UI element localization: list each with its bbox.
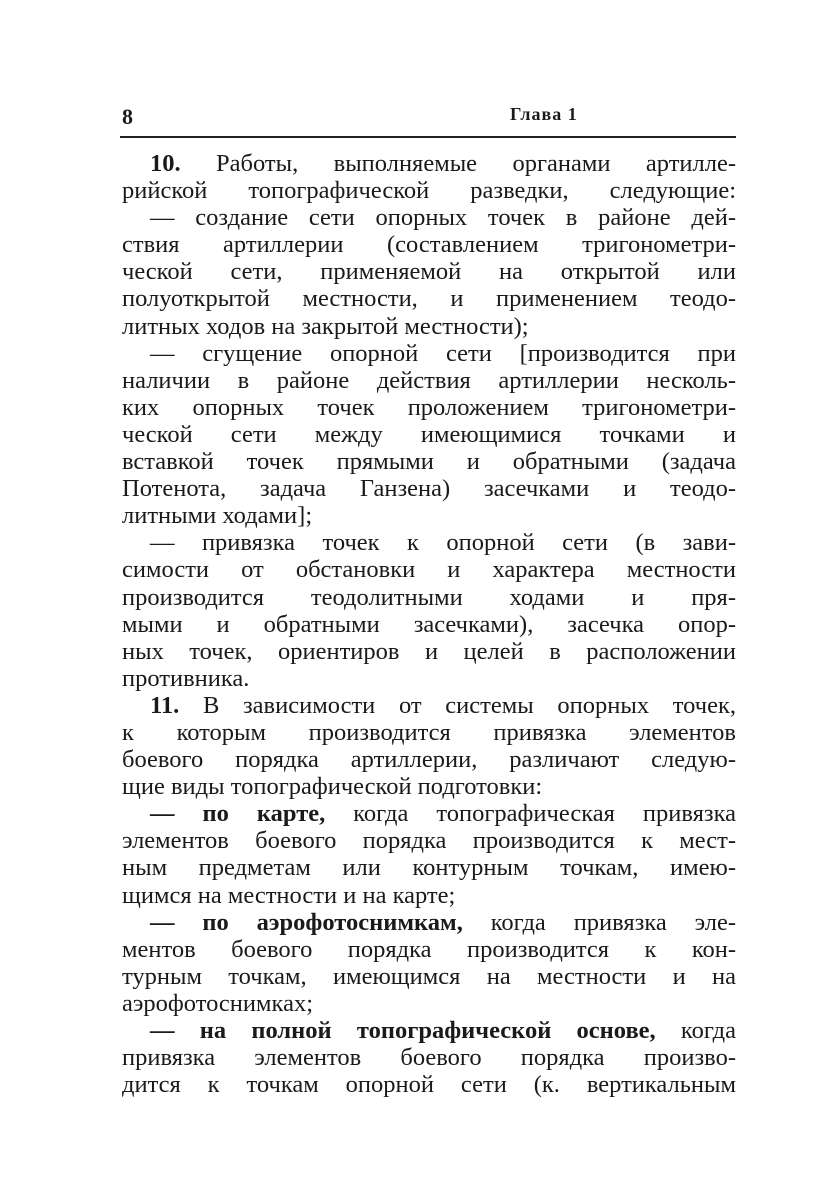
text-line: ких опорных точек проложением тригонометри- [122,393,736,421]
text-line: рийской топографической разведки, следующие: [122,177,736,205]
text-line: противника. [122,664,250,692]
page-number: 8 [122,104,133,129]
text-line: — сгущение опорной сети [производится при [150,339,736,367]
text-line: — создание сети опорных точек в районе дей- [150,204,736,232]
chapter-title: Глава 1 [510,104,578,124]
paragraph-number: 10. [150,150,181,177]
text-line: вставкой точек прямыми и обратными (задача [122,448,736,476]
text-line: к которым производится привязка элементов [122,718,736,746]
text-line: щимся на местности и на карте; [122,881,456,909]
text-line: ческой сети, применяемой на открытой или [122,258,736,286]
text-line: ным предметам или контурным точкам, имею- [122,854,736,882]
term-bold: — по карте, [150,800,326,828]
text-line: Потенота, задача Ганзена) засечками и теодо- [122,475,736,503]
text-line: литными ходами]; [122,502,313,530]
text-line: — на полной топографической основе, когда [150,1017,736,1044]
text-line: — по карте, когда топографическая привязка [150,800,736,828]
text-line: мыми и обратными засечками), засечка опор- [122,610,736,638]
text-line: литных ходов на закрытой местности); [122,312,529,340]
text-line: — по аэрофотоснимкам, когда привязка эле- [150,908,736,936]
text-line: ствия артиллерии (составлением тригонометри- [122,231,736,259]
text-line: производится теодолитными ходами и пря- [122,583,736,611]
text-line: щие виды топографической подготовки: [122,773,543,801]
text-line: элементов боевого порядка производится к мест- [122,827,736,855]
header-rule [120,136,736,138]
text-line: аэрофотоснимках; [122,989,313,1017]
text-line: 10. Работы, выполняемые органами артилле- [150,150,736,177]
text-line: привязка элементов боевого порядка произво- [122,1044,736,1072]
paragraph-number: 11. [150,691,180,719]
text-line: боевого порядка артиллерии, различают следую- [122,746,736,774]
text-line: дится к точкам опорной сети (к. вертикальным [122,1071,736,1099]
term-bold: — по аэрофотоснимкам, [150,908,463,936]
body-text [122,150,736,1098]
text-line: 11. В зависимости от системы опорных точек, [150,691,736,719]
term-bold: — на полной топографической основе, [150,1017,656,1044]
text-line: ментов боевого порядка производится к кон- [122,935,736,963]
text-line: ных точек, ориентиров и целей в расположении [122,637,736,665]
text-line: ческой сети между имеющимися точками и [122,420,736,448]
text-line: — привязка точек к опорной сети (в зави- [150,529,736,557]
running-header [122,100,736,134]
text-line: наличии в районе действия артиллерии несколь- [122,366,736,394]
text-line: полуоткрытой местности, и применением теодо- [122,285,736,313]
text-line: симости от обстановки и характера местности [122,556,736,584]
text-line: турным точкам, имеющимся на местности и на [122,962,736,990]
